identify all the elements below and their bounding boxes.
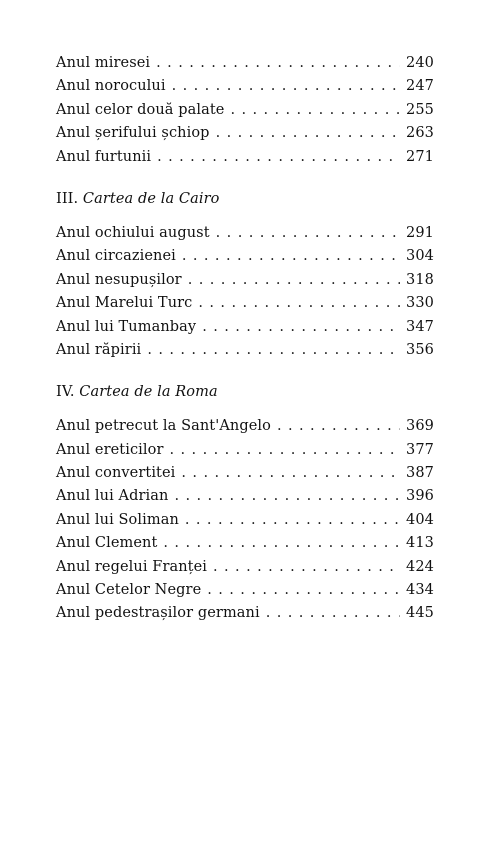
- toc-entry: [56, 225, 434, 248]
- dot-leader: [207, 582, 400, 598]
- toc-entry-page: 255: [406, 101, 434, 118]
- toc-entry-title: Anul ochiului august: [56, 224, 210, 241]
- dot-leader: [182, 248, 400, 264]
- dot-leader: [157, 149, 400, 165]
- dot-leader: [156, 55, 400, 71]
- toc-entry: [56, 488, 434, 511]
- toc-entry-title: Anul pedestrașilor germani: [56, 605, 260, 622]
- toc-entry: [56, 78, 434, 101]
- toc-entry-page: 404: [406, 511, 434, 528]
- toc-entry-page: 271: [406, 148, 434, 165]
- toc-entry-title: Anul lui Tumanbay: [56, 318, 197, 335]
- toc-entry: [56, 605, 434, 628]
- toc-entry-title: Anul norocului: [56, 78, 166, 95]
- toc-entry-title: Anul celor două palate: [56, 101, 225, 118]
- toc-entry-title: Anul regelui Franței: [56, 558, 208, 575]
- toc-entry-title: Anul lui Adrian: [56, 488, 169, 505]
- toc-entry-title: Anul Clement: [56, 535, 158, 552]
- section-title: Cartea de la Cairo: [82, 190, 220, 207]
- toc-entry-title: Anul circazienei: [56, 248, 176, 265]
- toc-entry-page: 240: [406, 55, 434, 71]
- dot-leader: [172, 78, 400, 94]
- dot-leader: [163, 535, 400, 551]
- toc-entry-page: 377: [406, 441, 434, 458]
- toc-entry-page: 263: [406, 125, 434, 142]
- toc-entry: [56, 559, 434, 582]
- toc-entry: [56, 55, 434, 78]
- toc-entry-page: 330: [406, 295, 434, 312]
- toc-entry-page: 396: [406, 488, 434, 505]
- toc-entry: [56, 272, 434, 295]
- dot-leader: [266, 605, 400, 621]
- toc-entry: [56, 535, 434, 558]
- toc-entry-page: 304: [406, 248, 434, 265]
- toc-entry: [56, 512, 434, 535]
- toc-entry-title: Anul șerifului șchiop: [56, 125, 210, 142]
- toc-entry-page: 387: [406, 465, 434, 482]
- table-of-contents: [56, 55, 434, 629]
- toc-entry-page: 434: [406, 582, 434, 599]
- toc-entry: [56, 102, 434, 125]
- toc-entry: [56, 125, 434, 148]
- toc-entry: [56, 319, 434, 342]
- toc-entry: [56, 465, 434, 488]
- toc-entry-title: Anul convertitei: [56, 465, 176, 482]
- toc-entry-page: 347: [406, 318, 434, 335]
- toc-section-cairo: [56, 188, 434, 365]
- toc-entry-page: 445: [406, 605, 434, 622]
- dot-leader: [202, 319, 400, 335]
- dot-leader: [198, 295, 400, 311]
- dot-leader: [147, 342, 400, 358]
- toc-entry-title: Anul nesupușilor: [56, 271, 182, 288]
- toc-entry-title: Anul miresei: [56, 55, 151, 71]
- section-numeral: III.: [56, 190, 79, 207]
- section-numeral: IV.: [56, 384, 75, 401]
- toc-entry-title: Anul furtunii: [56, 148, 152, 165]
- section-title: Cartea de la Roma: [79, 384, 218, 401]
- dot-leader: [174, 488, 400, 504]
- dot-leader: [181, 465, 400, 481]
- dot-leader: [216, 225, 400, 241]
- toc-entry-page: 424: [406, 558, 434, 575]
- toc-entry-title: Anul răpirii: [56, 341, 142, 358]
- toc-entry: [56, 149, 434, 172]
- toc-entry: [56, 295, 434, 318]
- toc-entry-page: 318: [406, 271, 434, 288]
- dot-leader: [188, 272, 400, 288]
- toc-entry-title: Anul lui Soliman: [56, 511, 179, 528]
- toc-entry: [56, 418, 434, 441]
- dot-leader: [213, 559, 400, 575]
- section-heading: [56, 188, 434, 211]
- section-heading: [56, 381, 434, 404]
- toc-entry-title: Anul petrecut la Sant'Angelo: [56, 418, 271, 435]
- toc-entry-page: 247: [406, 78, 434, 95]
- toc-entry-title: Anul Marelui Turc: [56, 295, 193, 312]
- toc-entry-page: 291: [406, 224, 434, 241]
- toc-entry-title: Anul Cetelor Negre: [56, 582, 202, 599]
- toc-entry-page: 356: [406, 341, 434, 358]
- dot-leader: [216, 125, 400, 141]
- toc-entry-page: 369: [406, 418, 434, 435]
- dot-leader: [170, 442, 400, 458]
- toc-entry: [56, 342, 434, 365]
- toc-section-continued: [56, 55, 434, 172]
- toc-entry-title: Anul ereticilor: [56, 441, 164, 458]
- dot-leader: [230, 102, 400, 118]
- toc-section-roma: [56, 381, 434, 629]
- toc-entry: [56, 582, 434, 605]
- toc-entry: [56, 442, 434, 465]
- dot-leader: [277, 418, 400, 434]
- toc-entry: [56, 248, 434, 271]
- toc-entry-page: 413: [406, 535, 434, 552]
- dot-leader: [185, 512, 400, 528]
